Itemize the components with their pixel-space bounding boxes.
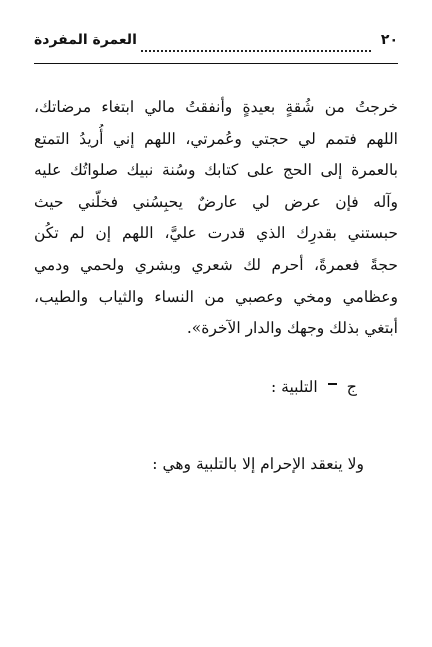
section-heading [271,377,357,396]
section-title: التلبية : [271,378,318,396]
body-line: حجةً فعمرةً، أحرم لك شعري وبشري ولحمي ودمي [34,255,398,274]
body-line: وآله فإن عرض لي عارضٌ يحبِسُني فخلّني حيث [34,192,398,211]
body-line: وعظامي ومخي وعصبي من النساء والثياب والطيب، [34,287,398,306]
page-number: ٢٠ [380,32,398,48]
header-rule [34,63,398,64]
page-header [34,32,398,56]
section-dash [328,383,337,385]
body-line: حبستني بقدرِك الذي قدرت عليَّ، اللهم إن لم تكُن [34,224,398,243]
body-line: اللهم فتمم لي حجتي وعُمرتي، اللهم إني أُريدُ التمتع [34,129,398,148]
section-letter: ج [346,377,357,396]
body-paragraph [34,92,398,345]
body-line: بالعمرة إلى الحج على كتابك وسُنة نبيك صلواتُك عليه [34,161,398,180]
body-line: خرجتُ من شُقةٍ بعيدةٍ وأنفقتُ مالي ابتغاء مرضاتك، [34,98,398,116]
header-dot-leader [141,50,371,52]
closing-line: ولا ينعقد الإحرام إلا بالتلبية وهي : [152,455,364,473]
body-line: أبتغي بذلك وجهك والدار الآخرة». [186,319,398,338]
running-title: العمرة المفردة [34,32,137,48]
